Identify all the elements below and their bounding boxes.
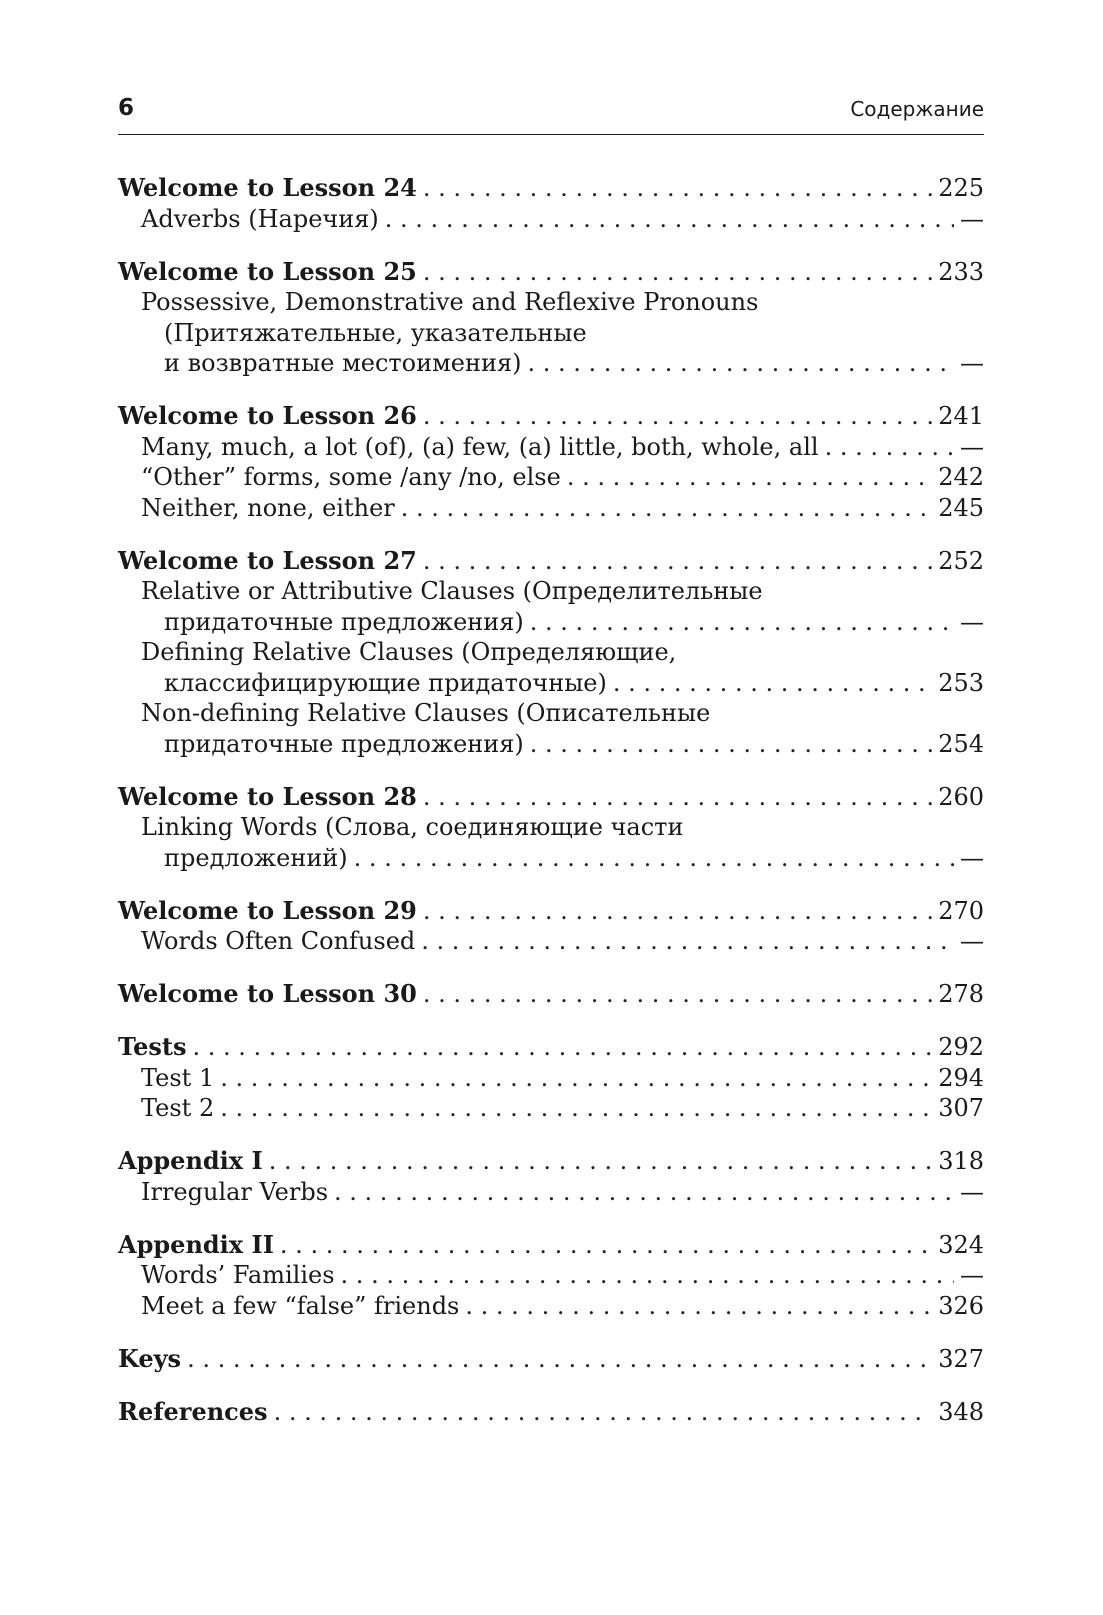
toc-subentry: [118, 729, 984, 760]
toc-page-number: —: [960, 204, 984, 233]
dot-leader: [181, 1344, 932, 1375]
toc-subentry: [118, 287, 984, 318]
dot-leader: [521, 348, 954, 379]
dot-leader: [417, 896, 932, 927]
toc-page-number: —: [960, 1261, 984, 1289]
toc-subentry: [118, 668, 984, 699]
toc-group: [118, 1032, 984, 1124]
toc-chapter-title: Welcome to Lesson 29: [118, 895, 417, 925]
toc-chapter-title: Welcome to Lesson 27: [118, 545, 417, 575]
toc-page-number: 318: [938, 1147, 984, 1175]
toc-chapter-entry: [118, 1146, 984, 1177]
toc-page-number: 252: [938, 546, 984, 575]
toc-subentry: [118, 698, 984, 729]
toc-subentry: [118, 1260, 984, 1291]
table-of-contents: [118, 173, 984, 1450]
dot-leader: [417, 782, 932, 813]
toc-chapter-title: Appendix II: [118, 1229, 274, 1259]
toc-subentry: [118, 1177, 984, 1208]
toc-chapter-entry: [118, 1230, 984, 1261]
toc-subentry: [118, 1093, 984, 1124]
toc-page-number: 278: [938, 980, 984, 1008]
running-header: [118, 94, 984, 135]
toc-subentry-text: Meet a few “false” friends: [141, 1291, 460, 1320]
toc-subentry-text: Relative or Attributive Clauses (Определительные: [141, 577, 763, 605]
dot-leader: [417, 979, 932, 1010]
dot-leader: [186, 1032, 932, 1063]
toc-group: [118, 401, 984, 523]
toc-subentry: [118, 926, 984, 957]
toc-subentry-text: Words’ Families: [141, 1261, 335, 1289]
toc-chapter-entry: [118, 257, 984, 288]
toc-chapter-entry: [118, 1344, 984, 1375]
toc-subentry: [118, 348, 984, 379]
dot-leader: [819, 432, 954, 463]
toc-group: [118, 546, 984, 760]
dot-leader: [348, 843, 954, 874]
toc-group: [118, 1146, 984, 1207]
toc-subentry: [118, 1291, 984, 1322]
toc-subentry: [118, 576, 984, 607]
toc-page-number: —: [960, 843, 984, 872]
toc-page-number: 233: [938, 257, 984, 286]
toc-subentry-text: Neither, none, either: [141, 493, 395, 522]
toc-subentry-text: (Притяжательные, указательные: [164, 318, 587, 347]
toc-page-number: 327: [938, 1344, 984, 1373]
toc-subentry: [118, 318, 984, 349]
toc-page-number: 294: [938, 1063, 984, 1092]
dot-leader: [274, 1230, 932, 1261]
toc-chapter-title: Welcome to Lesson 26: [118, 401, 417, 430]
toc-subentry-text: Adverbs (Наречия): [141, 204, 379, 233]
toc-chapter-title: Appendix I: [118, 1146, 263, 1175]
toc-group: [118, 782, 984, 874]
dot-leader: [417, 173, 932, 204]
toc-chapter-title: Welcome to Lesson 24: [118, 173, 417, 202]
toc-page-number: —: [960, 1177, 984, 1206]
toc-subentry-text: Test 2: [141, 1094, 215, 1122]
toc-subentry: [118, 432, 984, 463]
toc-page-number: 324: [938, 1230, 984, 1259]
toc-subentry: [118, 462, 984, 493]
toc-chapter-entry: [118, 173, 984, 204]
toc-page-number: 348: [938, 1397, 984, 1426]
toc-page-number: —: [960, 927, 984, 955]
dot-leader: [263, 1146, 932, 1177]
toc-subentry: [118, 1063, 984, 1094]
dot-leader: [459, 1291, 932, 1322]
toc-chapter-title: References: [118, 1396, 268, 1426]
toc-page-number: 241: [938, 402, 984, 430]
toc-page-number: 254: [938, 729, 984, 758]
dot-leader: [395, 493, 932, 524]
toc-page-number: 307: [938, 1094, 984, 1122]
dot-leader: [328, 1177, 954, 1208]
toc-subentry-text: Linking Words (Слова, соединяющие части: [141, 813, 684, 841]
dot-leader: [417, 546, 932, 577]
toc-subentry-text: “Other” forms, some /any /no, else: [141, 463, 561, 491]
dot-leader: [417, 257, 932, 288]
toc-group: [118, 1344, 984, 1375]
toc-page-number: 245: [938, 493, 984, 522]
toc-subentry-text: Words Often Confused: [141, 927, 416, 955]
toc-subentry-text: придаточные предложения): [164, 729, 524, 758]
section-title: Содержание: [850, 97, 984, 121]
page-number: 6: [118, 95, 135, 121]
toc-page-number: 260: [938, 782, 984, 811]
toc-chapter-entry: [118, 782, 984, 813]
toc-subentry: [118, 607, 984, 638]
toc-subentry: [118, 843, 984, 874]
toc-group: [118, 173, 984, 234]
toc-subentry-text: Non-defining Relative Clauses (Описательные: [141, 699, 711, 727]
toc-group: [118, 979, 984, 1010]
toc-chapter-title: Keys: [118, 1343, 182, 1373]
toc-page-number: 292: [938, 1033, 984, 1061]
dot-leader: [268, 1397, 933, 1428]
dot-leader: [524, 607, 954, 638]
dot-leader: [335, 1260, 954, 1291]
toc-chapter-entry: [118, 401, 984, 432]
toc-page-number: 270: [938, 896, 984, 925]
toc-subentry: [118, 204, 984, 235]
dot-leader: [415, 926, 954, 957]
toc-page-number: 242: [938, 463, 984, 491]
dot-leader: [214, 1093, 932, 1124]
toc-subentry-text: Test 1: [141, 1063, 215, 1092]
toc-chapter-title: Tests: [118, 1032, 187, 1061]
toc-chapter-entry: [118, 896, 984, 927]
dot-leader: [524, 729, 932, 760]
toc-page-number: 253: [938, 668, 984, 697]
toc-chapter-entry: [118, 1032, 984, 1063]
toc-subentry: [118, 493, 984, 524]
dot-leader: [417, 401, 932, 432]
dot-leader: [561, 462, 932, 493]
toc-subentry-text: придаточные предложения): [164, 607, 524, 636]
toc-chapter-entry: [118, 979, 984, 1010]
toc-subentry-text: Defining Relative Clauses (Определяющие,: [141, 638, 677, 666]
toc-subentry-text: Irregular Verbs: [141, 1177, 329, 1206]
toc-page-number: 225: [938, 174, 984, 202]
toc-chapter-title: Welcome to Lesson 25: [118, 256, 417, 286]
toc-group: [118, 257, 984, 379]
toc-group: [118, 1397, 984, 1428]
toc-page-number: —: [960, 349, 984, 377]
toc-page-number: —: [960, 432, 984, 461]
toc-group: [118, 1230, 984, 1322]
toc-subentry-text: предложений): [164, 843, 348, 872]
toc-subentry: [118, 812, 984, 843]
dot-leader: [607, 668, 932, 699]
toc-subentry-text: классифицирующие придаточные): [164, 668, 607, 697]
toc-subentry-text: Many, much, a lot (of), (a) few, (a) little, both, whole, all: [141, 432, 819, 461]
toc-page-number: —: [960, 607, 984, 636]
toc-chapter-entry: [118, 1397, 984, 1428]
toc-subentry-text: Possessive, Demonstrative and Reflexive Pronouns: [141, 288, 759, 316]
dot-leader: [214, 1063, 932, 1094]
toc-subentry-text: и возвратные местоимения): [164, 349, 522, 377]
toc-chapter-title: Welcome to Lesson 28: [118, 781, 417, 811]
toc-group: [118, 896, 984, 957]
toc-page-number: 326: [938, 1291, 984, 1320]
toc-chapter-title: Welcome to Lesson 30: [118, 979, 417, 1008]
toc-chapter-entry: [118, 546, 984, 577]
toc-subentry: [118, 637, 984, 668]
dot-leader: [379, 204, 954, 235]
